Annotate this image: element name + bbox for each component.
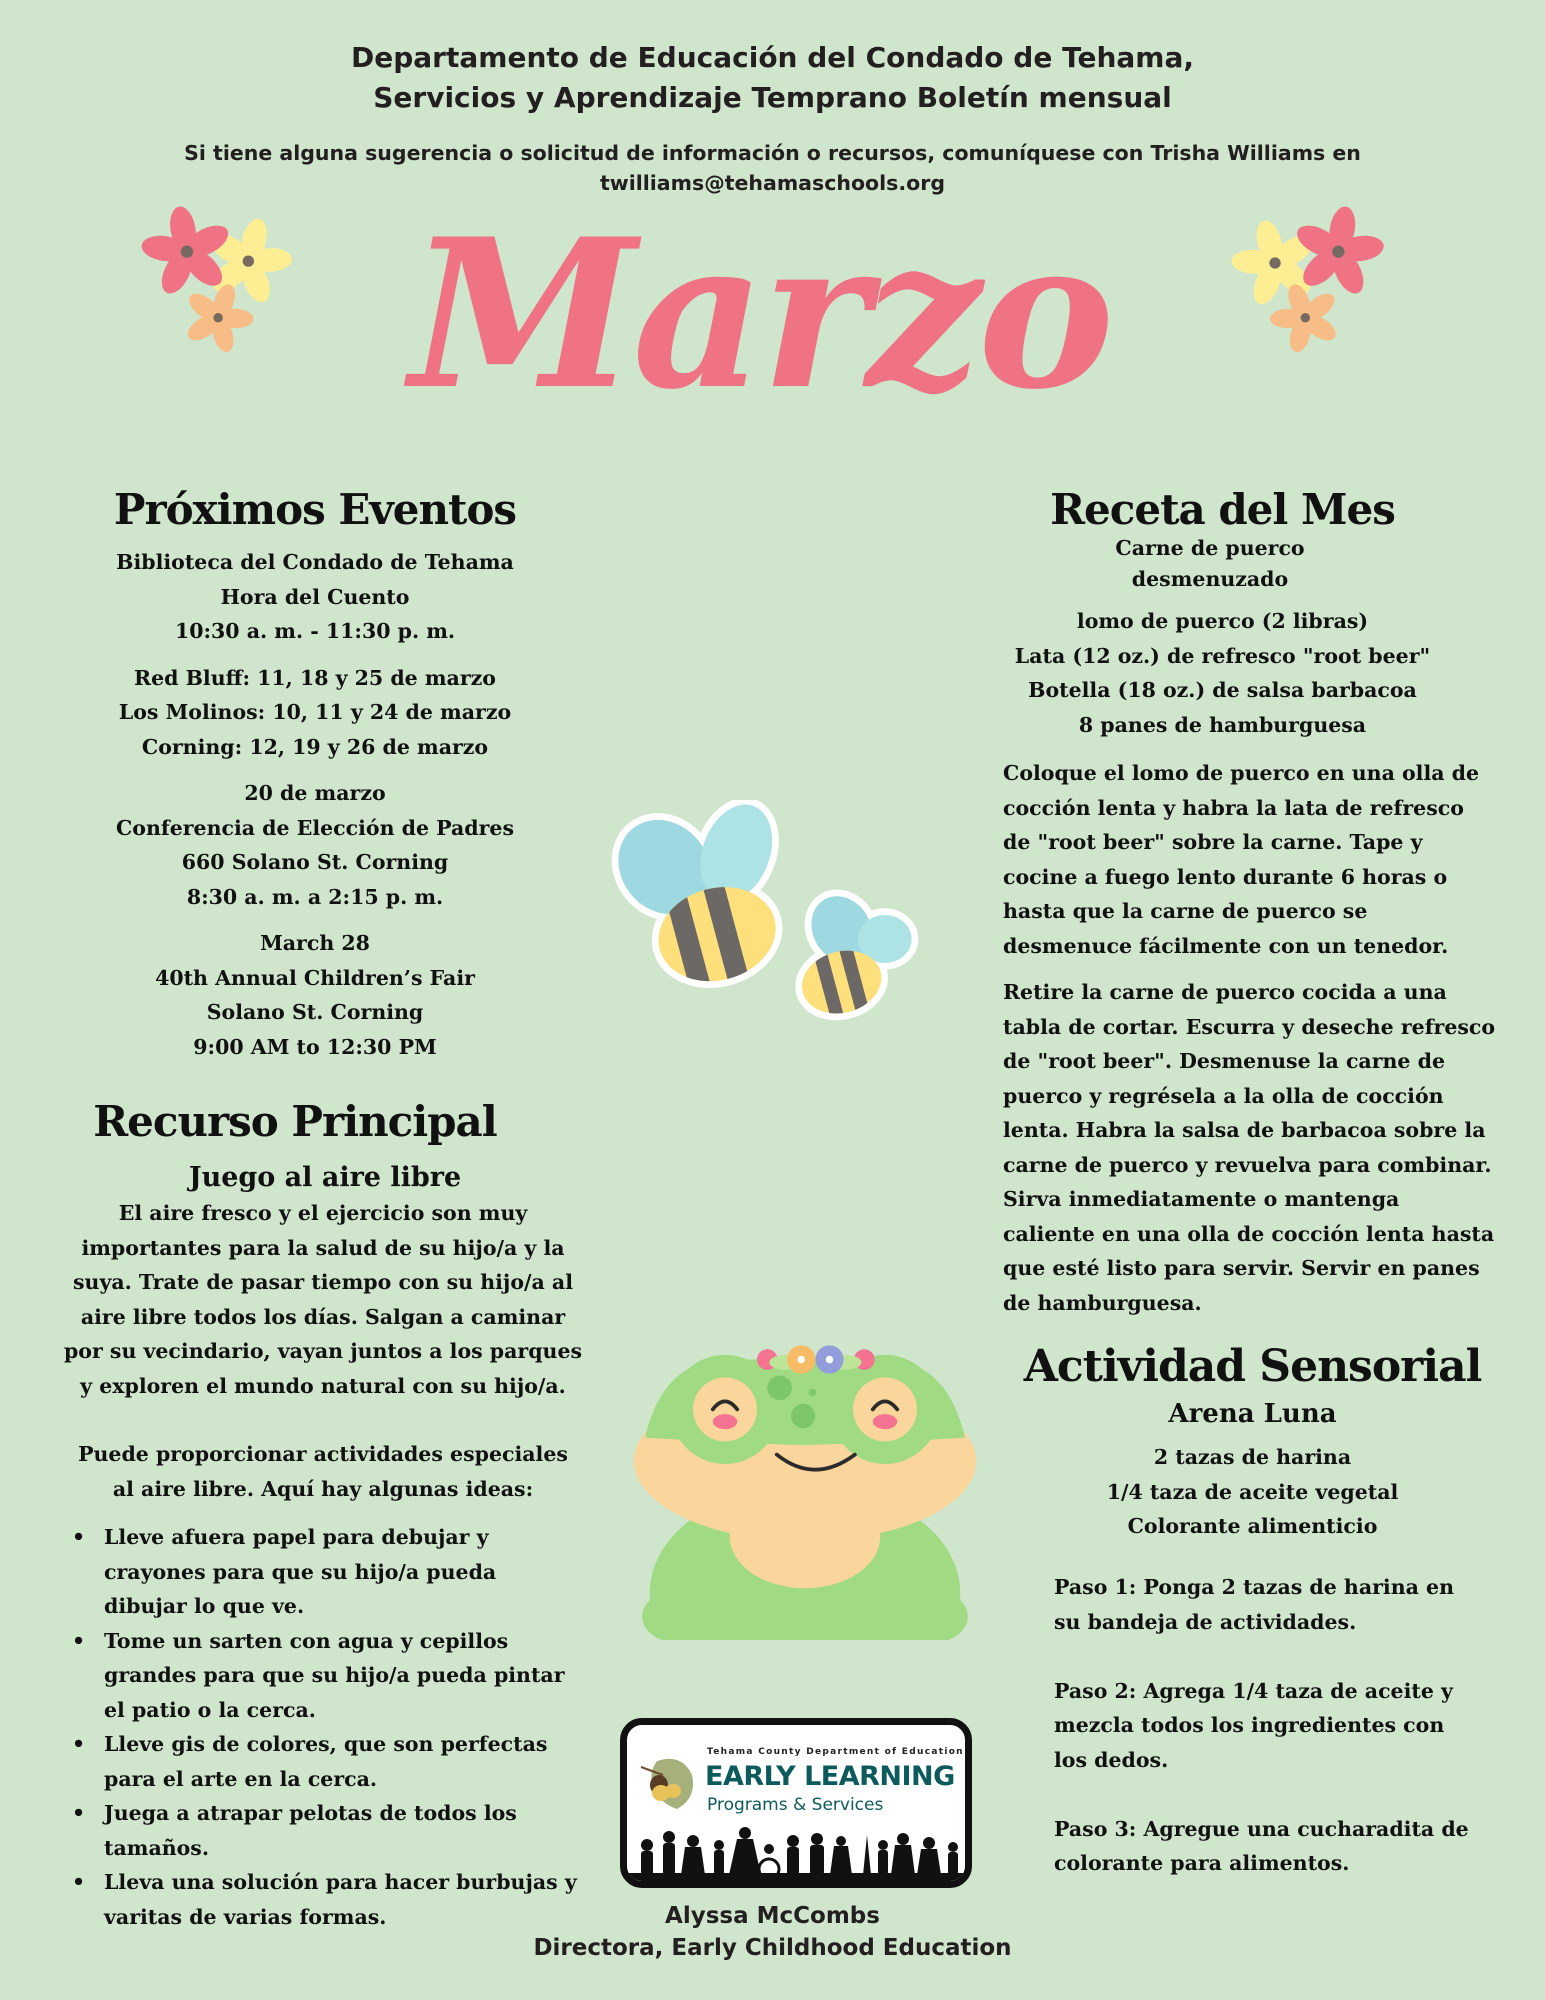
paragraph-line: importantes para la salud de su hijo/a y la	[81, 1235, 565, 1260]
children-silhouettes-icon	[627, 1825, 967, 1885]
bees-illustration-icon	[600, 800, 930, 1030]
event-line: 10:30 a. m. - 11:30 p. m.	[174, 619, 456, 643]
paragraph-line: El aire fresco y el ejercicio son muy	[118, 1201, 528, 1225]
activity-step: Paso 1: Ponga 2 tazas de harina en su bandeja de actividades.	[1054, 1575, 1454, 1634]
idea-item: • Tome un sarten con agua y cepillos grandes para que su hijo/a pueda pintar el patio o la cerca.	[68, 1624, 580, 1728]
month-title: Marzo	[409, 195, 1111, 435]
event-line: Conferencia de Elección de Padres	[115, 815, 514, 840]
event-line: 40th Annual Children’s Fair	[155, 965, 475, 990]
ingredient-item: Lata (12 oz.) de refresco "root beer"	[1014, 643, 1431, 668]
event-line: Solano St. Corning	[206, 1000, 424, 1024]
frog-illustration-icon	[625, 1320, 985, 1640]
event-line: Corning: 12, 19 y 26 de marzo	[141, 734, 489, 759]
event-storytime-locations	[60, 661, 570, 765]
recipe-name	[1060, 533, 1360, 595]
event-line: Los Molinos: 10, 11 y 24 de marzo	[118, 700, 512, 724]
logo-org-text: Tehama County Department of Education	[707, 1747, 964, 1757]
ingredient-item: Botella (18 oz.) de salsa barbacoa	[1028, 678, 1417, 702]
recipe-step-1: Coloque el lomo de puerco en una olla de cocción lenta y habra la lata de refresco de "root beer" sobre la carne. Tape y cocine a fuego lento durante 6 horas o hasta que la carne de puerco se desmenuce fácilmente con un tenedor.	[1003, 761, 1480, 958]
activity-subheading: Arena Luna	[1168, 1399, 1337, 1429]
acorn-leaf-icon	[637, 1753, 699, 1815]
recipe-step-2: Retire la carne de puerco cocida a una tabla de cortar. Escurra y deseche refresco de "root beer". Desmenuse la carne de puerco y regrésela a la olla de cocción lenta. Habra la salsa de barbacoa sobre la carne de puerco y revuelva para combinar. Sirva inmediatamente o mantenga caliente en una olla de cocción lenta hasta que esté listo para servir. Servir en panes de hamburguesa.	[1003, 980, 1496, 1315]
resource-heading: Recurso Principal	[93, 1097, 497, 1146]
activity-step: Paso 3: Agregue una cucharadita de colorante para alimentos.	[1054, 1816, 1469, 1875]
resource-ideas-list	[68, 1520, 580, 1934]
early-learning-logo	[620, 1718, 972, 1888]
event-line: 660 Solano St. Corning	[181, 850, 449, 874]
idea-item: • Lleve afuera papel para debujar y crayones para que su hijo/a pueda dibujar lo que ve.	[68, 1520, 580, 1624]
contact-info	[0, 138, 1545, 198]
events-heading: Próximos Eventos	[113, 485, 517, 534]
signature	[0, 1900, 1545, 1964]
events-list	[60, 545, 570, 1076]
ingredient-item: Colorante alimenticio	[1127, 1514, 1378, 1538]
event-line: Biblioteca del Condado de Tehama	[116, 550, 514, 574]
flower-cluster-left-icon	[125, 195, 315, 365]
logo-sub-text: Programs & Services	[707, 1795, 884, 1815]
activity-step: Paso 2: Agrega 1/4 taza de aceite y mezcla todos los ingredientes con los dedos.	[1054, 1678, 1453, 1772]
paragraph-line: suya. Trate de pasar tiempo con su hijo/a al	[73, 1270, 573, 1294]
contact-email-link[interactable]: twilliams@tehamaschools.org	[599, 171, 946, 195]
event-parent-conference	[60, 776, 570, 914]
event-line: Hora del Cuento	[220, 584, 410, 609]
idea-item: • Lleva una solución para hacer burbujas y varitas de varias formas.	[68, 1865, 580, 1934]
paragraph-line: por su vecindario, vayan juntos a los parques	[63, 1339, 583, 1363]
activity-heading: Actividad Sensorial	[1023, 1341, 1482, 1392]
ingredient-item: 8 panes de hamburguesa	[1078, 712, 1367, 737]
event-line: 9:00 AM to 12:30 PM	[193, 1034, 437, 1059]
ingredient-item: lomo de puerco (2 libras)	[1076, 609, 1369, 633]
event-storytime	[60, 545, 570, 649]
title-line-1: Departamento de Educación del Condado de Tehama,	[351, 41, 1194, 74]
flower-cluster-right-icon	[1215, 195, 1405, 365]
event-childrens-fair	[60, 926, 570, 1064]
resource-ideas-intro	[58, 1437, 588, 1506]
recipe-heading: Receta del Mes	[1050, 485, 1395, 534]
contact-text: Si tiene alguna sugerencia o solicitud de información o recursos, comuníquese con Trisha Williams en	[184, 141, 1361, 165]
recipe-name-line: desmenuzado	[1131, 567, 1289, 591]
paragraph-line: al aire libre. Aquí hay algunas ideas:	[112, 1476, 534, 1501]
event-line: Red Bluff: 11, 18 y 25 de marzo	[134, 665, 496, 690]
logo-main-text: EARLY LEARNING	[705, 1761, 955, 1792]
paragraph-line: Puede proporcionar actividades especiales	[78, 1442, 568, 1466]
newsletter-title	[0, 38, 1545, 118]
paragraph-line: y exploren el mundo natural con su hijo/a.	[80, 1373, 566, 1398]
director-title: Directora, Early Childhood Education	[533, 1935, 1012, 1961]
event-line: 8:30 a. m. a 2:15 p. m.	[186, 884, 444, 909]
recipe-ingredients	[1000, 604, 1445, 742]
director-name: Alyssa McCombs	[665, 1903, 880, 1929]
resource-paragraph	[58, 1196, 588, 1403]
event-line: March 28	[260, 931, 370, 955]
paragraph-line: aire libre todos los días. Salgan a caminar	[80, 1304, 566, 1329]
recipe-name-line: Carne de puerco	[1115, 536, 1305, 560]
event-line: 20 de marzo	[244, 781, 386, 805]
ingredient-item: 2 tazas de harina	[1153, 1445, 1352, 1469]
ingredient-item: 1/4 taza de aceite vegetal	[1106, 1479, 1399, 1504]
idea-item: • Lleve gis de colores, que son perfectas para el arte en la cerca.	[68, 1727, 580, 1796]
activity-ingredients	[1020, 1440, 1485, 1544]
idea-item: • Juega a atrapar pelotas de todos los tamaños.	[68, 1796, 580, 1865]
activity-steps	[1054, 1570, 1474, 1915]
resource-subheading: Juego al aire libre	[188, 1162, 462, 1193]
title-line-2: Servicios y Aprendizaje Temprano Boletín mensual	[373, 81, 1172, 114]
